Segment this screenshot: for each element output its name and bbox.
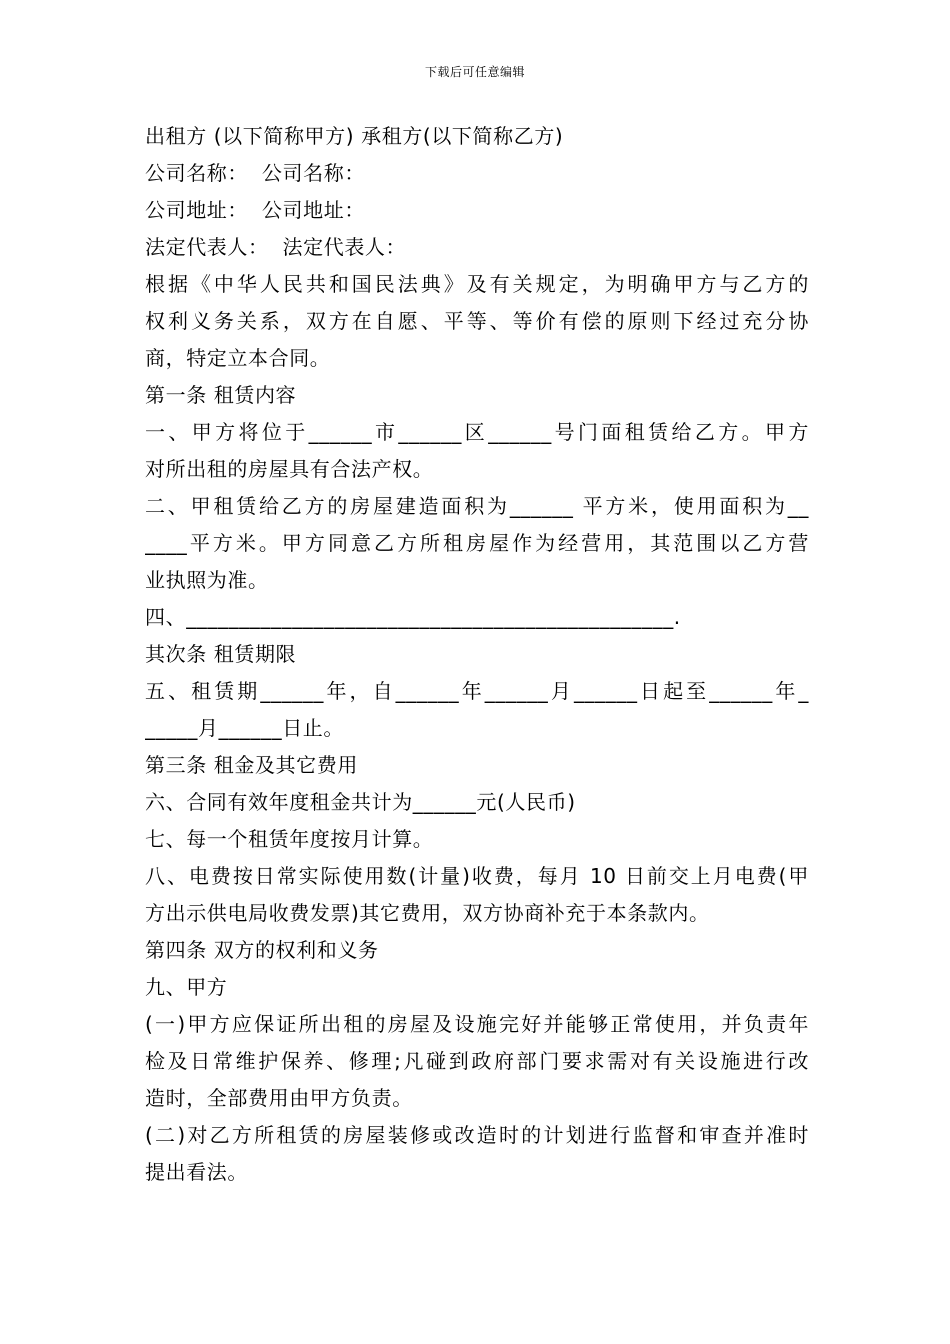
- paragraph-company-address: 公司地址： 公司地址：: [145, 198, 365, 222]
- paragraph-company-name: 公司名称： 公司名称：: [145, 161, 365, 185]
- clause-8-line-1: 八、电费按日常实际使用数(计量)收费，每月 10 日前交上月电费(甲: [145, 864, 809, 888]
- clause-9-item-2-line-2: 提出看法。: [145, 1160, 248, 1184]
- clause-9-heading: 九、甲方: [145, 975, 228, 999]
- header-note: 下载后可任意编辑: [424, 65, 525, 79]
- clause-4-line-1: 四、______________________________________________.: [145, 605, 681, 629]
- clause-9-item-1-line-2: 检及日常维护保养、修理;凡碰到政府部门要求需对有关设施进行改: [145, 1049, 809, 1073]
- clause-2-line-1: 二、甲租赁给乙方的房屋建造面积为______ 平方米，使用面积为__: [145, 494, 809, 518]
- paragraph-preamble-line-2: 权利义务关系，双方在自愿、平等、等价有偿的原则下经过充分协: [145, 309, 809, 333]
- clause-5-line-1: 五、租赁期______年，自______年______月______日起至______年_: [145, 679, 809, 703]
- document-body: [145, 118, 809, 1191]
- clause-9-item-2-line-1: (二)对乙方所租赁的房屋装修或改造时的计划进行监督和审查并准时: [145, 1123, 809, 1147]
- clause-6-line-1: 六、合同有效年度租金共计为______元(人民币): [145, 790, 576, 814]
- clause-5-line-2: _____月______日止。: [145, 716, 344, 740]
- clause-7-line-1: 七、每一个租赁年度按月计算。: [145, 827, 434, 851]
- clause-8-line-2: 方出示供电局收费发票)其它费用，双方协商补充于本条款内。: [145, 901, 710, 925]
- paragraph-parties: 出租方 (以下简称甲方) 承租方(以下简称乙方): [145, 124, 564, 148]
- clause-2-line-2: ____平方米。甲方同意乙方所租房屋作为经营用，其范围以乙方营: [145, 531, 809, 555]
- section-heading-3: 第三条 租金及其它费用: [145, 753, 358, 777]
- section-heading-4: 第四条 双方的权利和义务: [145, 938, 379, 962]
- clause-9-item-1-line-3: 造时，全部费用由甲方负责。: [145, 1086, 413, 1110]
- section-heading-1: 第一条 租赁内容: [145, 383, 297, 407]
- paragraph-legal-representative: 法定代表人： 法定代表人：: [145, 235, 407, 259]
- clause-1-line-1: 一、甲方将位于______市______区______号门面租赁给乙方。甲方: [145, 420, 809, 444]
- paragraph-preamble-line-1: 根据《中华人民共和国民法典》及有关规定，为明确甲方与乙方的: [145, 272, 809, 296]
- clause-2-line-3: 业执照为准。: [145, 568, 269, 592]
- clause-9-item-1-line-1: (一)甲方应保证所出租的房屋及设施完好并能够正常使用，并负责年: [145, 1012, 809, 1036]
- section-heading-2: 其次条 租赁期限: [145, 642, 297, 666]
- paragraph-preamble-line-3: 商，特定立本合同。: [145, 346, 331, 370]
- clause-1-line-2: 对所出租的房屋具有合法产权。: [145, 457, 434, 481]
